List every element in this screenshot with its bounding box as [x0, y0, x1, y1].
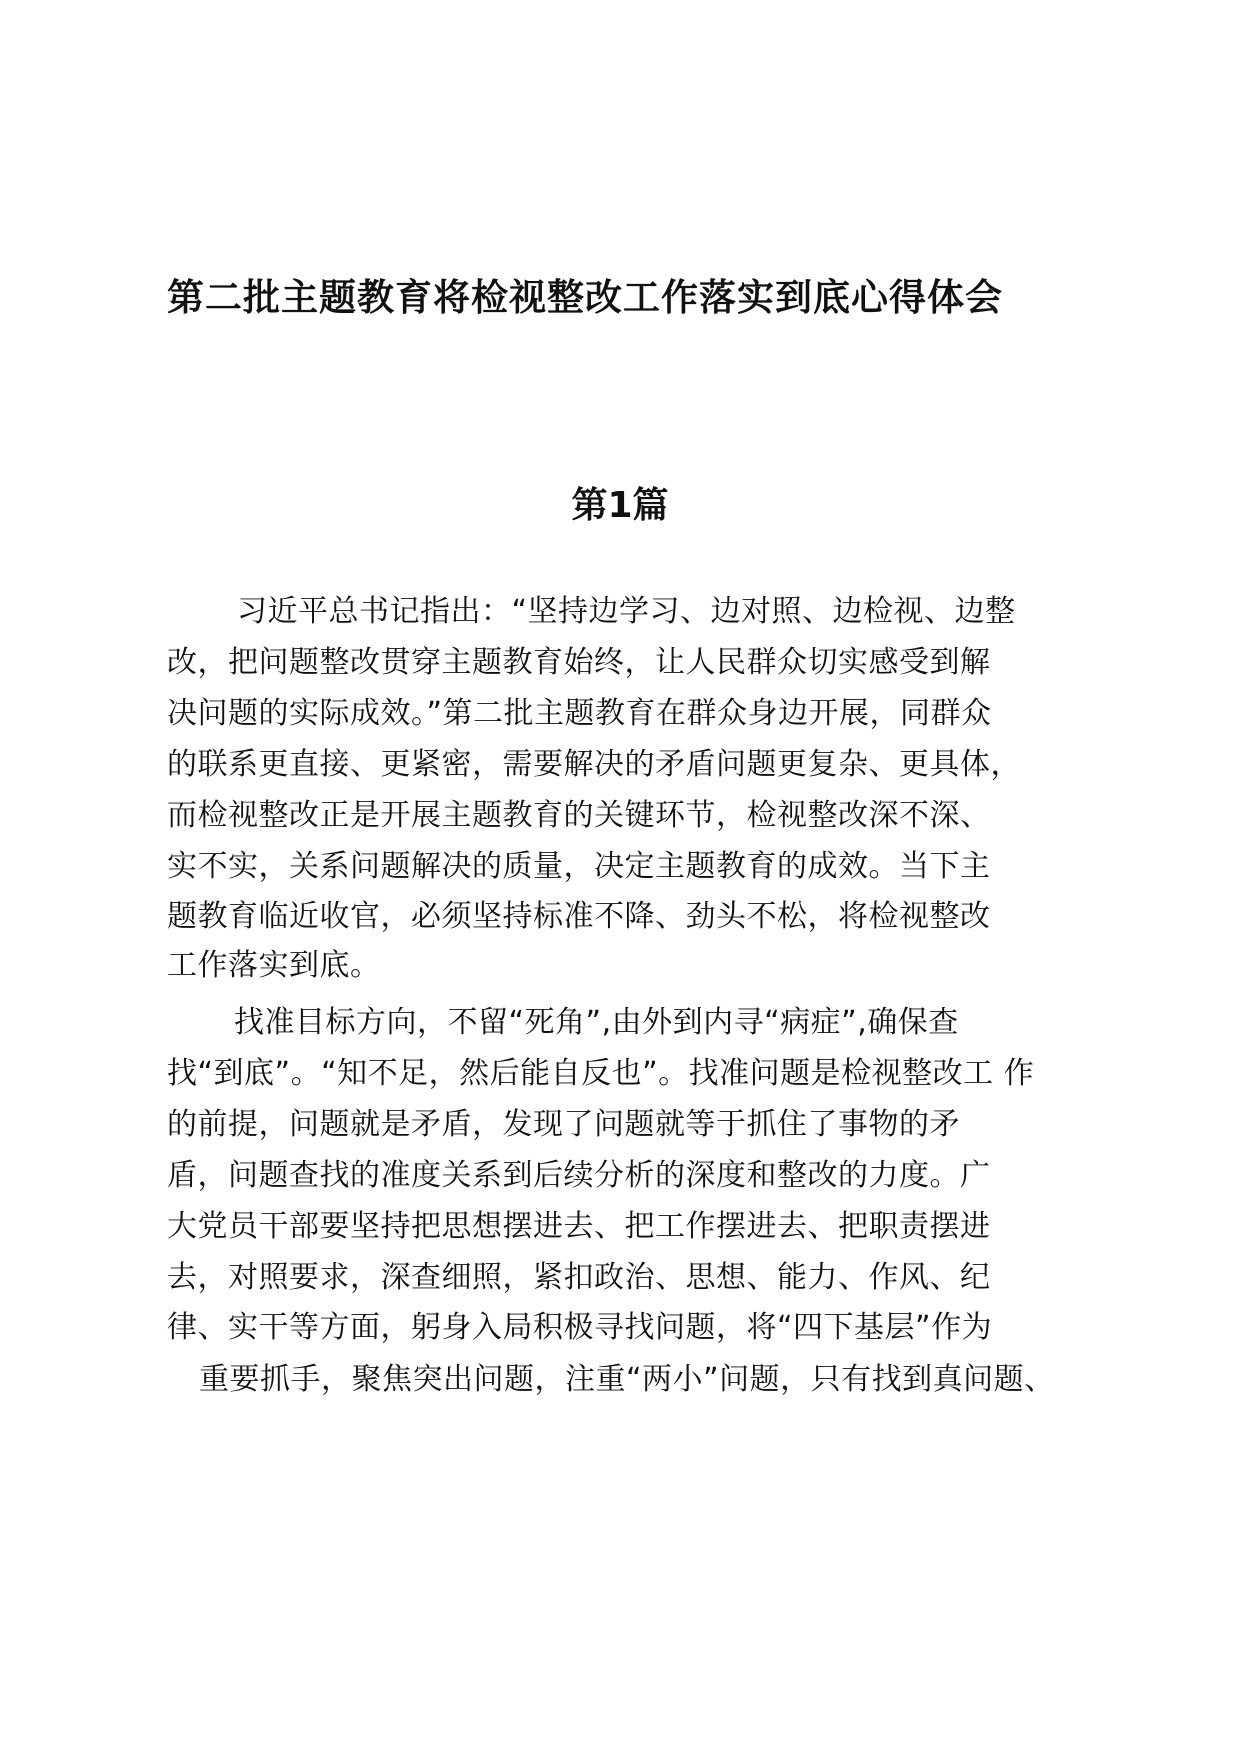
paragraph-line: 大党员干部要坚持把思想摆进去、把工作摆进去、把职责摆进 — [167, 1209, 991, 1244]
paragraph-line: 盾，问题查找的准度关系到后续分析的深度和整改的力度。广 — [167, 1158, 991, 1193]
paragraph-line: 去，对照要求，深查细照，紧扣政治、思想、能力、作风、纪 — [167, 1260, 991, 1295]
paragraph-line: 决问题的实际成效。”第二批主题教育在群众身边开展，同群众 — [167, 696, 992, 731]
paragraph-line: 题教育临近收官，必须坚持标准不降、劲头不松，将检视整改 — [167, 899, 991, 934]
paragraph-line: 的联系更直接、更紧密，需要解决的矛盾问题更复杂、更具体， — [167, 747, 1021, 782]
paragraph-line: 改，把问题整改贯穿主题教育始终，让人民群众切实感受到解 — [167, 645, 991, 680]
paragraph-line: 找“到底”。“知不足，然后能自反也”。找准问题是检视整改工 作 — [167, 1056, 1035, 1091]
section-title: 第1篇 — [571, 485, 669, 526]
paragraph-line: 而检视整改正是开展主题教育的关键环节，检视整改深不深、 — [167, 798, 991, 833]
paragraph-line: 实不实，关系问题解决的质量，决定主题教育的成效。当下主 — [167, 849, 991, 884]
paragraph-line: 找准目标方向，不留“死角”,由外到内寻“病症”,确保查 — [234, 1005, 959, 1040]
paragraph-line: 的前提，问题就是矛盾，发现了问题就等于抓住了事物的矛 — [167, 1107, 960, 1142]
document-title: 第二批主题教育将检视整改工作落实到底心得体会 — [167, 276, 1003, 319]
paragraph-line: 重要抓手，聚焦突出问题，注重“两小”问题，只有找到真问题、 — [199, 1362, 1055, 1397]
paragraph-line: 律、实干等方面，躬身入局积极寻找问题，将“四下基层”作为 — [167, 1310, 993, 1345]
paragraph-line: 习近平总书记指出：“坚持边学习、边对照、边检视、边整 — [237, 594, 1016, 629]
paragraph-line: 工作落实到底。 — [167, 948, 381, 983]
